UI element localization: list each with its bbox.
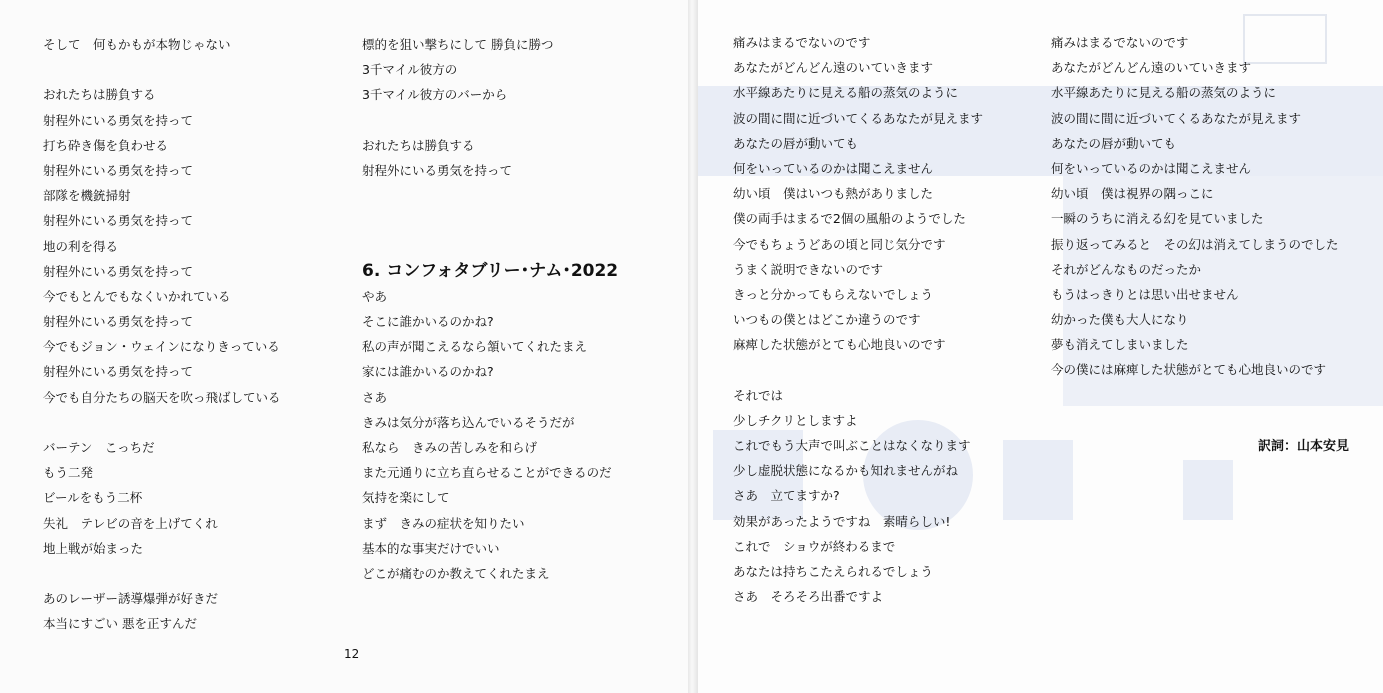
lyric-line: どこが痛むのか教えてくれたまえ <box>362 565 550 581</box>
lyric-line: 射程外にいる勇気を持って <box>43 314 194 330</box>
stanza-gap <box>362 108 618 133</box>
lyric-line: 打ち砕き傷を負わせる <box>43 137 169 153</box>
lyric-line: 射程外にいる勇気を持って <box>43 364 194 380</box>
lyric-line: 何をいっているのかは聞こえません <box>1051 160 1252 176</box>
lyric-line: 3千マイル彼方のバーから <box>362 87 508 103</box>
left-column-2 <box>362 32 618 586</box>
lyric-line: それでは <box>733 387 784 403</box>
lyric-line: うまく説明できないのです <box>733 261 884 277</box>
translator-credit: 訳詞：山本安見 <box>1258 439 1350 454</box>
lyric-line: これで ショウが終わるまで <box>733 538 896 554</box>
lyric-line: いつもの僕とはどこか違うのです <box>733 312 921 328</box>
stanza-gap <box>43 57 281 82</box>
lyric-line: 射程外にいる勇気を持って <box>43 263 194 279</box>
ghost-square-2 <box>1003 440 1073 520</box>
lyric-line: ビールをもう二杯 <box>43 490 143 506</box>
lyric-line: あなたの唇が動いても <box>733 135 859 151</box>
lyric-line: あなたは持ちこたえられるでしょう <box>733 563 933 579</box>
lyric-line: 部隊を機銃掃射 <box>43 188 131 204</box>
lyric-line: 幼かった僕も大人になり <box>1051 312 1189 328</box>
lyric-line: 家には誰かいるのかね? <box>362 364 494 380</box>
lyric-line: まず きみの症状を知りたい <box>362 515 525 531</box>
lyric-line: 射程外にいる勇気を持って <box>43 213 194 229</box>
lyric-line: 痛みはまるでないのです <box>733 35 871 50</box>
lyric-line: 効果があったようですね 素晴らしい! <box>733 513 951 529</box>
lyric-line: 気持を楽にして <box>362 490 450 506</box>
lyric-line: 私なら きみの苦しみを和らげ <box>362 440 538 455</box>
lyric-line: きっと分かってもらえないでしょう <box>733 286 934 302</box>
stanza-gap <box>362 234 618 259</box>
lyric-line: 失礼 テレビの音を上げてくれ <box>43 515 218 531</box>
stanza-gap <box>362 183 618 208</box>
lyric-line: さあ 立てますか? <box>733 488 840 504</box>
lyric-line: 波の間に間に近づいてくるあなたが見えます <box>733 110 984 126</box>
lyric-line: 私の声が聞こえるなら頷いてくれたまえ <box>362 339 588 355</box>
lyric-line: あなたの唇が動いても <box>1051 135 1177 151</box>
stanza-gap <box>733 357 983 382</box>
lyric-line: あのレーザー誘導爆弾が好きだ <box>43 591 219 607</box>
lyric-line: 少し虚脱状態になるかも知れませんがね <box>733 463 959 479</box>
lyric-line: もう二発 <box>43 465 94 481</box>
lyric-line: 射程外にいる勇気を持って <box>362 162 513 178</box>
lyric-line: 一瞬のうちに消える幻を見ていました <box>1051 211 1264 227</box>
lyric-line: 痛みはまるでないのです <box>1051 35 1189 50</box>
song-heading: 6. コンフォタブリー･ナム･2022 <box>362 260 619 281</box>
lyric-line: さあ そろそろ出番ですよ <box>733 589 884 605</box>
lyric-line: そして 何もかもが本物じゃない <box>43 37 231 52</box>
lyric-line: 今でもジョン・ウェインになりきっている <box>43 339 280 355</box>
lyric-line: あなたがどんどん遠のいていきます <box>1051 60 1252 76</box>
stanza-gap <box>43 561 281 586</box>
lyric-line: 今でもちょうどあの頃と同じ気分です <box>733 236 946 252</box>
book-gutter <box>688 0 698 693</box>
lyric-line: やあ <box>362 288 388 304</box>
lyric-line: 幼い頃 僕は視界の隅っこに <box>1051 186 1214 202</box>
lyric-line: 振り返ってみると その幻は消えてしまうのでした <box>1051 236 1339 252</box>
stanza-gap <box>43 410 281 435</box>
lyric-line: おれたちは勝負する <box>43 87 156 103</box>
lyric-line: 僕の両手はまるで2個の風船のようでした <box>733 211 966 227</box>
lyric-line: 本当にすごい 悪を正すんだ <box>43 616 197 632</box>
lyric-line: 地上戦が始まった <box>43 540 144 556</box>
lyric-line: おれたちは勝負する <box>362 137 475 153</box>
lyric-line: 麻痺した状態がとても心地良いのです <box>733 337 946 353</box>
lyric-line: 今でもとんでもなくいかれている <box>43 288 231 304</box>
lyric-line: 今の僕には麻痺した状態がとても心地良いのです <box>1051 362 1327 378</box>
lyric-line: 水平線あたりに見える船の蒸気のように <box>733 85 959 101</box>
lyric-line: 少しチクリとしますよ <box>733 412 858 428</box>
lyric-line: 何をいっているのかは聞こえません <box>733 160 934 176</box>
lyric-line: 標的を狙い撃ちにして 勝負に勝つ <box>362 37 554 52</box>
lyric-line: 基本的な事実だけでいい <box>362 540 500 556</box>
lyric-line: 水平線あたりに見える船の蒸気のように <box>1051 85 1277 101</box>
lyric-line: 地の利を得る <box>43 238 119 254</box>
right-column-2 <box>1051 30 1339 383</box>
lyric-line: 今でも自分たちの脳天を吹っ飛ばしている <box>43 389 281 405</box>
lyric-line: もうはっきりとは思い出せません <box>1051 286 1239 302</box>
lyric-line: 幼い頃 僕はいつも熱がありました <box>733 186 934 202</box>
lyric-line: 夢も消えてしまいました <box>1051 337 1189 353</box>
page-number: 12 <box>344 647 360 661</box>
stanza-gap <box>362 208 618 233</box>
lyric-line: 射程外にいる勇気を持って <box>43 112 194 128</box>
lyric-line: さあ <box>362 389 388 405</box>
lyric-line: それがどんなものだったか <box>1051 261 1202 277</box>
left-column-1 <box>43 32 281 637</box>
lyric-line: 射程外にいる勇気を持って <box>43 162 194 178</box>
lyric-line: これでもう大声で叫ぶことはなくなります <box>733 438 971 453</box>
lyric-line: 3千マイル彼方の <box>362 62 458 78</box>
lyric-line: また元通りに立ち直らせることができるのだ <box>362 465 612 481</box>
lyric-line: あなたがどんどん遠のいていきます <box>733 60 934 76</box>
lyric-line: きみは気分が落ち込んでいるそうだが <box>362 414 575 430</box>
lyric-line: 波の間に間に近づいてくるあなたが見えます <box>1051 110 1302 126</box>
right-column-1 <box>733 30 983 609</box>
lyric-line: バーテン こっちだ <box>43 440 155 455</box>
ghost-square-3 <box>1183 460 1233 520</box>
lyric-line: そこに誰かいるのかね? <box>362 314 494 330</box>
